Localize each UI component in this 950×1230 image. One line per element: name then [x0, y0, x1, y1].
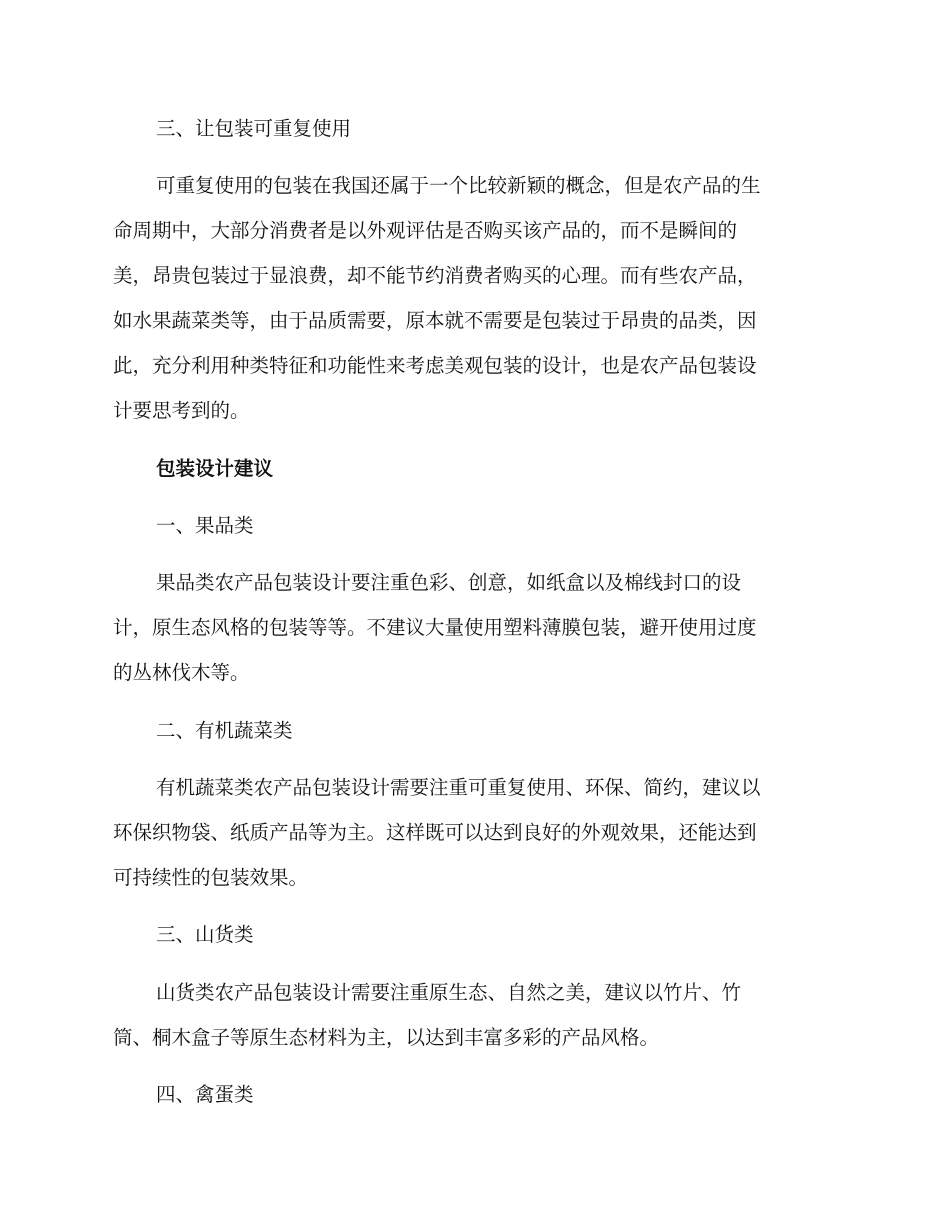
- paragraph-line: 计，原生态风格的包装等等。不建议大量使用塑料薄膜包装，避开使用过度: [113, 616, 757, 639]
- paragraph-line: 可重复使用的包装在我国还属于一个比较新颖的概念，但是农产品的生: [156, 174, 761, 197]
- paragraph-line: 山货类农产品包装设计需要注重原生态、自然之美，建议以竹片、竹: [156, 981, 742, 1004]
- paragraph-line: 此，充分利用种类特征和功能性来考虑美观包装的设计，也是农产品包装设: [113, 354, 757, 377]
- section-title-fruit: [113, 503, 833, 548]
- advice-heading: [113, 446, 833, 491]
- section-title-reuse-text: 三、让包装可重复使用: [156, 117, 352, 140]
- paragraph-line: 计要思考到的。: [113, 399, 250, 422]
- section-title-fruit-text: 一、果品类: [156, 514, 254, 537]
- section-title-poultry-text: 四、禽蛋类: [156, 1083, 254, 1106]
- paragraph-line: 筒、桐木盒子等原生态材料为主，以达到丰富多彩的产品风格。: [113, 1026, 660, 1049]
- paragraph-fruit: [113, 560, 833, 695]
- paragraph-line: 的丛林伐木等。: [113, 661, 250, 684]
- paragraph-line: 环保织物袋、纸质产品等为主。这样既可以达到良好的外观效果，还能达到: [113, 821, 757, 844]
- paragraph-line: 美，昂贵包装过于显浪费，却不能节约消费者购买的心理。而有些农产品，: [113, 264, 757, 287]
- paragraph-line: 有机蔬菜类农产品包装设计需要注重可重复使用、环保、简约，建议以: [156, 776, 761, 799]
- paragraph-line: 可持续性的包装效果。: [113, 866, 309, 889]
- paragraph-reuse: [113, 163, 833, 433]
- paragraph-line: 果品类农产品包装设计要注重色彩、创意，如纸盒以及棉线封口的设: [156, 571, 742, 594]
- section-title-veg: [113, 708, 833, 753]
- section-title-mountain: [113, 912, 833, 957]
- section-title-reuse: [113, 106, 833, 151]
- paragraph-veg: [113, 765, 833, 900]
- section-title-mountain-text: 三、山货类: [156, 923, 254, 946]
- paragraph-mountain: [113, 970, 833, 1060]
- paragraph-line: 如水果蔬菜类等，由于品质需要，原本就不需要是包装过于昂贵的品类，因: [113, 309, 757, 332]
- advice-heading-text: 包装设计建议: [156, 457, 274, 480]
- section-title-poultry: [113, 1072, 833, 1117]
- paragraph-line: 命周期中，大部分消费者是以外观评估是否购买该产品的，而不是瞬间的: [113, 219, 738, 242]
- section-title-veg-text: 二、有机蔬菜类: [156, 719, 293, 742]
